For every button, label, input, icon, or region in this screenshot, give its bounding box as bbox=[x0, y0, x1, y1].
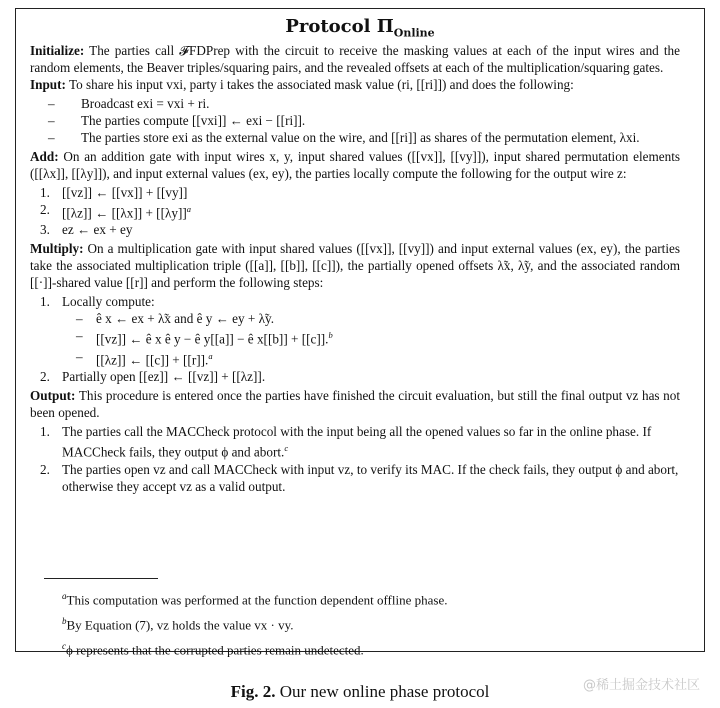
output-step-1: The parties call the MACCheck protocol with the input being all the opened values so far in the online phase. If MACCheck fails, they output ϕ and abort. bbox=[62, 424, 652, 460]
footnote-mark: c bbox=[62, 640, 66, 651]
multiply-step-1: Locally compute: bbox=[62, 294, 155, 310]
step-number: 3. bbox=[40, 222, 50, 238]
list-item bbox=[40, 293, 680, 368]
list-item bbox=[40, 221, 680, 238]
add-step-3: ez ← ex + ey bbox=[62, 222, 133, 238]
multiply-substep-2: [[vz]] ← ê x ê y − ê y[[a]] − ê x[[b]] + [[c]]. bbox=[96, 331, 329, 347]
step-number: 1. bbox=[40, 294, 50, 310]
output-text: This procedure is entered once the parties have finished the circuit evaluation, but still the final output vz has not been opened. bbox=[30, 388, 681, 421]
footnote bbox=[62, 586, 682, 611]
footnote bbox=[62, 611, 682, 636]
multiply-substeps bbox=[62, 310, 680, 368]
initialize-text: The parties call 𝓕FDPrep with the circuit to receive the masking values at each of the input wires and the random elements, the Beaver triples/squaring pairs, and the revealed offsets at each of the multiplication/squaring gates. bbox=[30, 43, 681, 75]
title-main: Protocol Π bbox=[285, 16, 394, 37]
add-paragraph bbox=[30, 148, 680, 182]
footnote-ref: a bbox=[208, 350, 213, 361]
footnote-mark: b bbox=[62, 615, 67, 626]
list-item bbox=[40, 461, 680, 495]
caption-label: Fig. 2. bbox=[230, 682, 276, 701]
list-item bbox=[40, 184, 680, 201]
input-step-2: The parties compute [[vxi]] ← exi − [[ri]]. bbox=[81, 113, 306, 128]
title-subscript: Online bbox=[393, 26, 435, 40]
multiply-label: Multiply: bbox=[30, 241, 84, 257]
multiply-step-2: Partially open [[ez]] ← [[vz]] + [[λz]]. bbox=[62, 369, 266, 385]
footnote-text: ϕ represents that the corrupted parties remain undetected. bbox=[66, 641, 364, 657]
list-item: – The parties compute [[vxi]] ← exi − [[ri]]. bbox=[48, 113, 306, 128]
protocol-body bbox=[30, 42, 680, 497]
input-step-1: Broadcast exi = vxi + ri. bbox=[81, 96, 210, 111]
watermark: @稀土掘金技术社区 bbox=[582, 678, 700, 693]
list-item: – Broadcast exi = vxi + ri. bbox=[48, 96, 210, 111]
list-item bbox=[40, 201, 680, 221]
caption-text: Our new online phase protocol bbox=[279, 682, 490, 701]
step-number: 2. bbox=[40, 461, 50, 477]
add-step-2: [[λz]] ← [[λx]] + [[λy]] bbox=[62, 205, 187, 221]
add-text: On an addition gate with input wires x, y, input shared values ([[vx]], [[vy]]), input shared permutation elements ([[λx]], [[λy]]), and input external values (ex, ey), the parties locally compute the following for the output wire z: bbox=[30, 149, 681, 181]
list-item: – [[λz]] ← [[c]] + [[r]].$^a$ bbox=[76, 348, 213, 368]
list-item: – The parties store exi as the external value on the wire, and [[ri]] as shares of the permutation element, λxi. bbox=[48, 130, 640, 145]
step-number: 2. bbox=[40, 369, 50, 385]
step-number: 2. bbox=[40, 202, 50, 217]
footnote-divider bbox=[44, 578, 158, 579]
footnote-ref: b bbox=[328, 330, 333, 341]
footnote-ref: c bbox=[284, 443, 289, 454]
multiply-paragraph bbox=[30, 240, 680, 291]
input-text: To share his input vxi, party i takes the associated mask value (ri, [[ri]]) and does the following: bbox=[68, 77, 574, 92]
add-label: Add: bbox=[30, 149, 59, 164]
footnote-ref: a bbox=[186, 204, 191, 214]
list-item bbox=[40, 368, 680, 385]
list-item: – [[vz]] ← ê x ê y − ê y[[a]] − ê x[[b]] + [[c]].$^b$ bbox=[76, 328, 333, 347]
multiply-substep-1: ê x ← ex + λ̃x and ê y ← ey + λ̃y. bbox=[96, 311, 275, 327]
footnotes bbox=[62, 586, 682, 660]
input-label: Input: bbox=[30, 77, 66, 92]
input-step-3: The parties store exi as the external value on the wire, and [[ri]] as shares of the permutation element, λxi. bbox=[81, 130, 640, 145]
output-paragraph bbox=[30, 387, 680, 421]
multiply-steps bbox=[30, 293, 680, 385]
output-label: Output: bbox=[30, 388, 76, 404]
footnote-text: This computation was performed at the function dependent offline phase. bbox=[66, 592, 448, 608]
step-number: 1. bbox=[40, 185, 50, 200]
input-paragraph bbox=[30, 76, 680, 93]
initialize-label: Initialize: bbox=[30, 43, 85, 58]
output-step-2: The parties open vz and call MACCheck with input vz, to verify its MAC. If the check fails, they output ϕ and abort, otherwise they accept vz as a valid output. bbox=[62, 461, 679, 494]
footnote bbox=[62, 636, 682, 661]
add-steps bbox=[30, 184, 680, 238]
output-steps bbox=[30, 423, 680, 494]
initialize-paragraph bbox=[30, 42, 680, 76]
add-step-1: [[vz]] ← [[vx]] + [[vy]] bbox=[62, 185, 188, 200]
multiply-text: On a multiplication gate with input shared values ([[vx]], [[vy]]) and input external values (ex, ey), the parties take the associated multiplication triple ([[a]], [[b]], [[c]]), the partially opened offsets λ̃x, λ̃y, and the associated random [[·]]-shared value [[r]] and perform the following steps: bbox=[30, 241, 680, 291]
input-steps bbox=[30, 95, 680, 146]
footnote-mark: a bbox=[62, 591, 67, 601]
step-number: 1. bbox=[40, 424, 50, 440]
multiply-substep-3: [[λz]] ← [[c]] + [[r]]. bbox=[96, 352, 209, 368]
list-item: – ê x ← ex + λ̃x and ê y ← ey + λ̃y. bbox=[76, 311, 275, 327]
footnote-text: By Equation (7), vz holds the value vx · vy. bbox=[66, 617, 294, 633]
protocol-title bbox=[16, 16, 704, 40]
list-item bbox=[40, 423, 680, 460]
